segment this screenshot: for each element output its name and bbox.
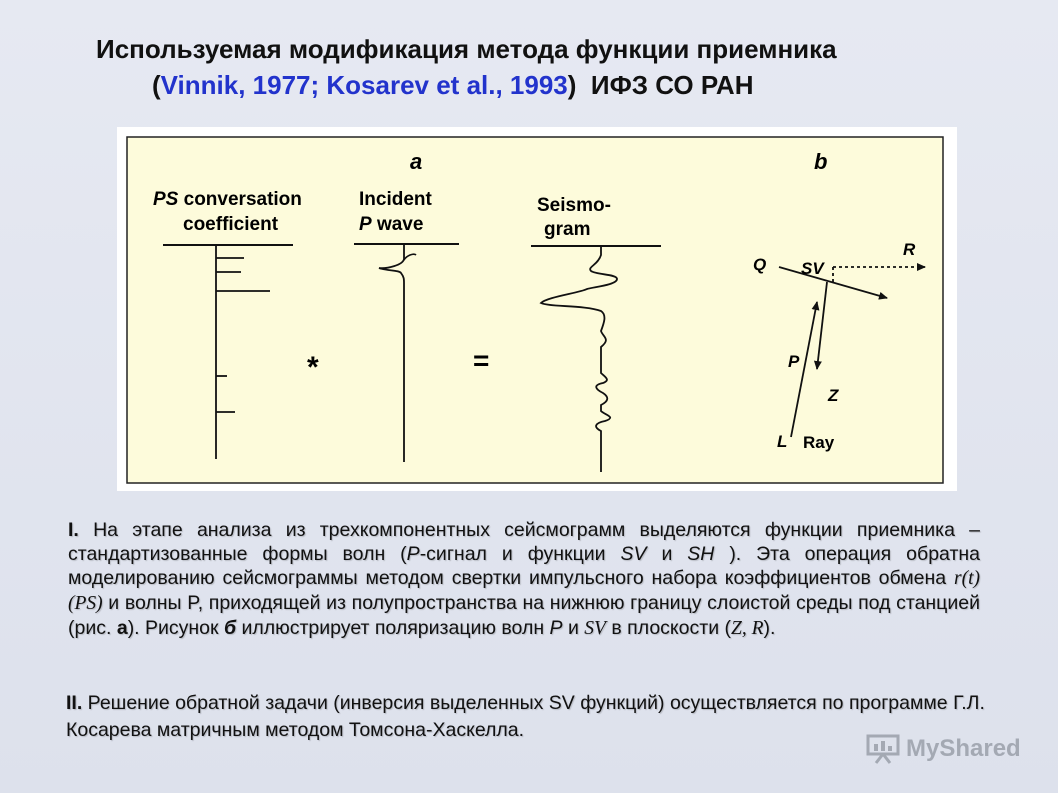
para2-numeral: II. xyxy=(66,692,83,714)
para1-p2: P xyxy=(549,617,563,639)
close-paren: ) xyxy=(567,70,577,100)
presentation-board-icon xyxy=(866,734,900,764)
para1-sv: SV xyxy=(620,543,647,565)
vector-label-ray: Ray xyxy=(803,433,835,452)
equals-symbol: = xyxy=(473,345,490,376)
para1-text-e: ). Рисунок xyxy=(127,617,224,639)
para1-and2: и xyxy=(562,617,585,639)
convolution-symbol: * xyxy=(307,351,319,384)
institute: ИФЗ СО РАН xyxy=(590,70,754,100)
para1-text-c: ). Эта операция обратна моделированию сейсмограммы методом свертки импульсного набора коэффициентов обмена xyxy=(68,543,980,589)
watermark-text: MyShared xyxy=(906,735,1021,762)
para1-sv2: SV xyxy=(584,618,606,639)
vector-label-sv: SV xyxy=(801,259,824,278)
receiver-function-figure xyxy=(117,127,957,491)
seismogram-header-line2: gram xyxy=(544,219,591,240)
vector-label-p: P xyxy=(788,352,800,371)
para1-text-b: -сигнал и функции xyxy=(419,543,621,565)
para1-zr: Z, R xyxy=(731,618,764,639)
slide-title-line1: Используемая модификация метода функции приемника xyxy=(96,34,837,64)
label-a: a xyxy=(410,149,423,174)
paragraph-2 xyxy=(66,690,996,744)
para1-fig-b: б xyxy=(223,617,237,639)
seismogram-header-line1: Seismo- xyxy=(537,195,611,216)
para1-numeral: I. xyxy=(68,519,79,541)
watermark xyxy=(866,732,1026,766)
figure-svg xyxy=(117,127,957,491)
para1-and: и xyxy=(646,543,688,565)
para1-fig-a: а xyxy=(116,617,128,639)
paragraph-1 xyxy=(68,518,980,641)
para1-sh: SH xyxy=(687,543,715,565)
para1-text-g: в плоскости ( xyxy=(605,617,731,639)
para2-text: Решение обратной задачи (инверсия выделенных SV функций) осуществляется по программе Г.Л. Косарева матричным методом Томсона-Хаскелла. xyxy=(66,692,985,741)
vector-label-z: Z xyxy=(828,386,839,405)
ps-header-line2: coefficient xyxy=(183,214,279,235)
slide-title-line2 xyxy=(152,70,753,101)
vector-label-l: L xyxy=(777,432,788,451)
label-b: b xyxy=(814,149,828,174)
para1-end: ). xyxy=(763,617,776,639)
ps-header-line1: PS conversation xyxy=(153,189,302,210)
para1-rt: r(t) (PS) xyxy=(68,568,980,614)
incident-header-line2: P wave xyxy=(359,214,424,235)
incident-header-line1: Incident xyxy=(359,189,432,210)
open-paren: ( xyxy=(152,70,161,100)
para1-p: P xyxy=(406,543,420,565)
para1-text-a: На этапе анализа из трехкомпонентных сейсмограмм выделяются функции приемника – стандартизованные формы волн ( xyxy=(68,519,980,565)
vector-label-r: R xyxy=(903,240,916,259)
para1-text-f: иллюстрирует поляризацию волн xyxy=(236,617,550,639)
references: Vinnik, 1977; Kosarev et al., 1993 xyxy=(160,70,568,100)
vector-label-q: Q xyxy=(753,255,767,274)
para1-text-d: и волны P, приходящей из полупространства на нижнюю границу слоистой среды под станцией (рис. xyxy=(68,592,980,639)
